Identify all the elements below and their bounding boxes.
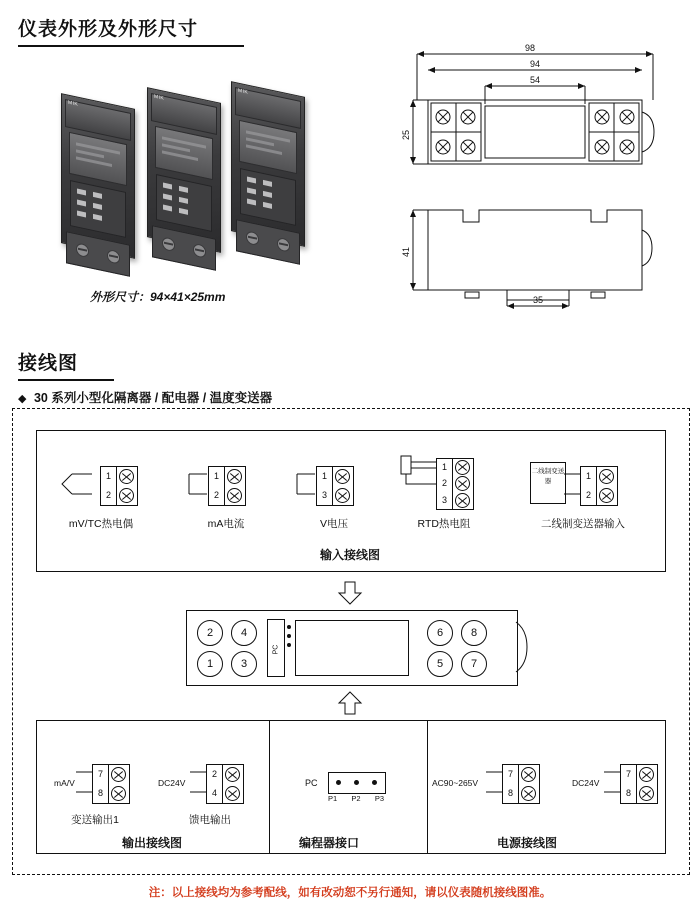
dim-35: 35: [532, 295, 544, 305]
screw-icon: [335, 469, 350, 484]
screw-icon: [639, 786, 654, 801]
output-signal-label: DC24V: [158, 778, 186, 788]
arrow-down-icon: [337, 580, 363, 606]
meter-terminal: 5: [427, 651, 453, 677]
screw-icon: [111, 767, 126, 782]
meter-din-clip: [515, 618, 529, 676]
programmer-pin-label: P3: [374, 794, 384, 803]
input-item-label: 二线制变送器输入: [541, 518, 625, 530]
screw-icon: [639, 767, 654, 782]
terminal-block-power-out: [206, 764, 244, 804]
page-title-wiring: 接线图: [18, 348, 110, 375]
terminal-number: 1: [441, 461, 447, 472]
screw-icon: [455, 460, 470, 475]
input-item-label: V电压: [319, 518, 348, 530]
footer-note: 注：以上接线均为参考配线，如有改动恕不另行通知，请以仪表随机接线图准。: [148, 887, 552, 899]
input-item-label: mA电流: [207, 518, 245, 530]
screw-icon: [111, 786, 126, 801]
terminal-number: 3: [321, 490, 327, 500]
terminal-block-ac: [502, 764, 540, 804]
technical-drawing: [395, 40, 685, 310]
meter-terminal: 1: [197, 651, 223, 677]
input-item-label: RTD热电阻: [417, 518, 471, 530]
device-photo-left: [61, 93, 135, 259]
output-item-label: 变送输出1: [71, 814, 119, 826]
meter-terminal: 3: [231, 651, 257, 677]
terminal-number: 7: [507, 769, 513, 779]
terminal-number: 1: [213, 471, 219, 481]
input-item-label: mV/TC热电偶: [68, 518, 134, 530]
device-photo-middle: [147, 87, 221, 253]
device-brand: MIK: [238, 87, 249, 96]
terminal-number: 4: [211, 788, 217, 798]
terminal-number: 1: [105, 471, 111, 481]
meter-terminal: 6: [427, 620, 453, 646]
dim-25: 25: [401, 129, 411, 141]
screw-icon: [455, 493, 470, 508]
device-legend: [240, 168, 296, 226]
terminal-block-ma: [208, 466, 246, 506]
power-panel-title: 电源接线图: [496, 836, 557, 850]
output-signal-label: mA/V: [54, 778, 75, 788]
meter-display: [295, 620, 409, 676]
screw-icon: [225, 767, 240, 782]
meter-terminal: 8: [461, 620, 487, 646]
diamond-bullet-icon: ◆: [18, 393, 27, 405]
dim-98: 98: [524, 43, 536, 53]
terminal-number: 8: [97, 788, 103, 798]
terminal-number: 2: [211, 769, 217, 779]
terminal-number: 1: [321, 471, 327, 481]
screw-icon: [599, 469, 614, 484]
dim-94: 94: [529, 59, 541, 69]
page-title-dimensions: 仪表外形及外形尺寸: [18, 14, 240, 41]
device-label: [69, 132, 127, 186]
terminal-number: 2: [585, 490, 591, 500]
product-photo-group: [55, 75, 355, 275]
two-wire-source-box: [530, 462, 566, 504]
power-ac-label: AC90~265V: [432, 778, 479, 788]
terminal-block-dc: [620, 764, 658, 804]
meter-terminal: 2: [197, 620, 223, 646]
device-legend: [156, 174, 212, 232]
terminal-block-rtd: [436, 458, 474, 510]
screw-icon: [227, 488, 242, 503]
meter-terminal: 7: [461, 651, 487, 677]
dim-54: 54: [529, 75, 541, 85]
screw-icon: [119, 469, 134, 484]
terminal-number: 3: [441, 495, 447, 506]
output-item-label: 馈电输出: [189, 814, 231, 826]
meter-front-view: [186, 610, 518, 686]
device-brand: MIK: [154, 93, 165, 102]
output-panel-title: 输出接线图: [121, 836, 182, 850]
device-legend: [70, 180, 126, 238]
screw-icon: [455, 476, 470, 491]
arrow-up-icon: [337, 690, 363, 716]
terminal-number: 2: [441, 478, 447, 489]
wiring-subtitle: [18, 388, 272, 406]
terminal-number: 7: [625, 769, 631, 779]
dimension-caption: 外形尺寸：94×41×25mm: [90, 290, 226, 304]
meter-pc-label: PC: [272, 644, 280, 655]
programmer-panel-title: 编程器接口: [298, 836, 359, 850]
two-wire-source-label: 二线制变送器: [531, 468, 565, 485]
terminal-block-transmit: [92, 764, 130, 804]
programmer-pin-label: P1: [328, 794, 338, 803]
device-label: [155, 126, 213, 180]
terminal-block-two-wire: [580, 466, 618, 506]
terminal-number: 2: [213, 490, 219, 500]
terminal-number: 7: [97, 769, 103, 779]
terminal-number: 2: [105, 490, 111, 500]
dim-41: 41: [401, 246, 411, 258]
terminal-number: 8: [507, 788, 513, 798]
screw-icon: [521, 767, 536, 782]
input-panel-title: 输入接线图: [319, 548, 380, 562]
screw-icon: [119, 488, 134, 503]
power-dc-label: DC24V: [572, 778, 600, 788]
screw-icon: [227, 469, 242, 484]
screw-icon: [521, 786, 536, 801]
screw-icon: [599, 488, 614, 503]
terminal-block-v: [316, 466, 354, 506]
meter-terminal: 4: [231, 620, 257, 646]
terminal-block-mv-tc: [100, 466, 138, 506]
screw-icon: [335, 488, 350, 503]
meter-pc-port: [267, 619, 285, 677]
screw-icon: [225, 786, 240, 801]
programmer-pc-label: PC: [305, 778, 318, 788]
terminal-number: 1: [585, 471, 591, 481]
device-photo-right: [231, 81, 305, 247]
device-label: [239, 120, 297, 174]
device-brand: MIK: [68, 99, 79, 108]
programmer-connector: [328, 772, 386, 794]
terminal-number: 8: [625, 788, 631, 798]
wiring-subtitle-text: 30 系列小型化隔离器 / 配电器 / 温度变送器: [33, 391, 273, 405]
programmer-pin-label: P2: [351, 794, 361, 803]
